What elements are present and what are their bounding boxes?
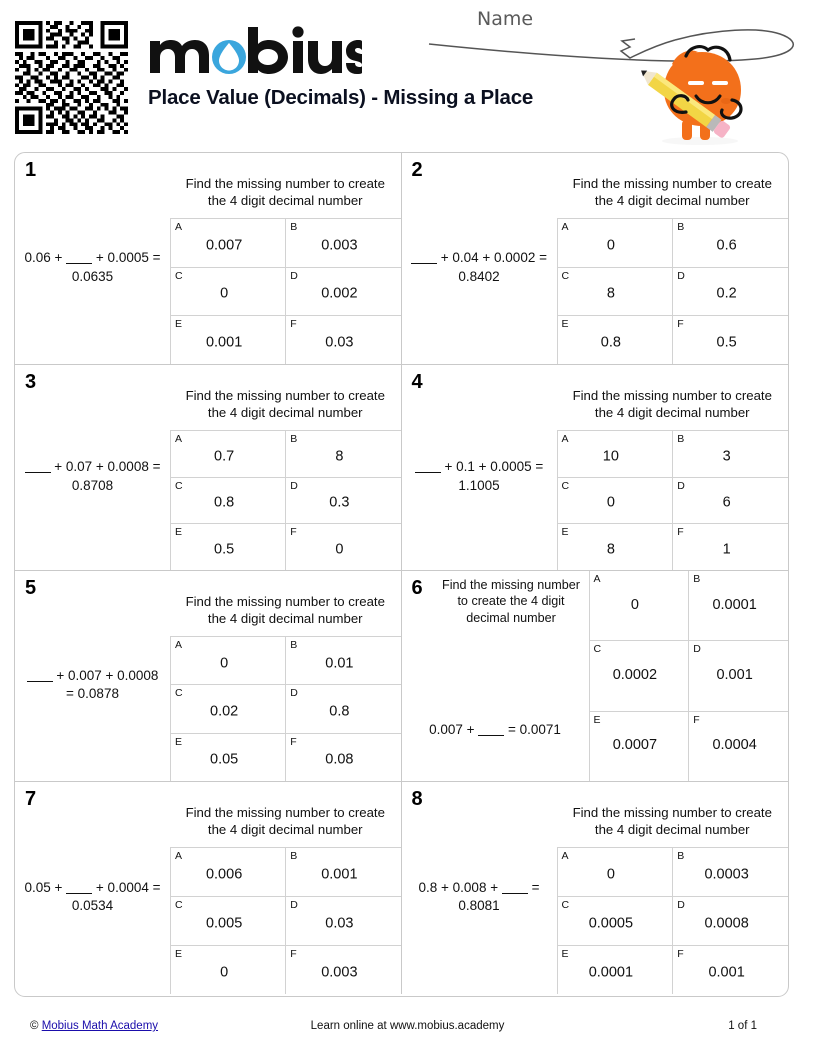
logo-o-droplet (212, 40, 246, 74)
page-header (0, 0, 815, 148)
options-row (171, 478, 401, 525)
option-cell-c[interactable] (558, 897, 674, 945)
option-cell-e[interactable] (171, 524, 286, 570)
option-cell-c[interactable] (171, 685, 286, 732)
answer-blank[interactable] (478, 735, 504, 736)
option-value: 10 (602, 448, 619, 465)
option-letter: F (290, 318, 297, 331)
option-cell-b[interactable] (286, 637, 400, 684)
option-value: 0.001 (205, 334, 243, 351)
option-value: 0.0005 (588, 915, 634, 932)
options-area (170, 571, 401, 781)
option-cell-c[interactable] (590, 641, 690, 710)
options-area (557, 153, 789, 364)
option-cell-e[interactable] (558, 946, 674, 994)
qr-code-icon (15, 21, 128, 134)
option-value: 0.2 (716, 285, 737, 302)
question-card-5 (15, 571, 402, 781)
option-value: 0.8 (214, 494, 235, 511)
answer-blank[interactable] (25, 472, 51, 473)
option-letter: C (175, 269, 183, 282)
question-prompt: Find the missing number to create the 4 digit decimal number (185, 594, 385, 627)
options-table (557, 430, 789, 570)
equation-text: + 0.1 + 0.0005 = 1.1005 (408, 458, 551, 494)
option-cell-d[interactable] (673, 478, 788, 524)
option-value: 0.001 (716, 667, 753, 684)
option-letter: C (175, 687, 183, 700)
options-row (171, 848, 401, 897)
option-letter: E (175, 735, 183, 748)
option-value: 0.03 (325, 334, 354, 351)
copyright-symbol: © (30, 1020, 39, 1032)
options-row (171, 897, 401, 946)
option-letter: B (290, 638, 298, 651)
question-number: 3 (25, 371, 37, 393)
options-row (558, 946, 789, 994)
option-letter: A (175, 220, 183, 233)
option-value: 0 (220, 285, 229, 302)
option-cell-a[interactable] (171, 219, 286, 267)
option-value: 0 (220, 654, 229, 671)
question-card-8 (402, 782, 789, 994)
option-cell-a[interactable] (558, 219, 674, 267)
option-cell-b[interactable] (286, 848, 400, 896)
options-table (557, 218, 789, 364)
option-value: 0 (335, 541, 344, 558)
option-value: 0.0002 (612, 667, 658, 684)
options-row (171, 268, 401, 317)
option-letter: C (175, 898, 183, 911)
option-cell-e[interactable] (171, 316, 286, 364)
option-cell-a[interactable] (171, 431, 286, 477)
option-letter: A (561, 432, 569, 445)
options-row (590, 571, 789, 641)
option-value: 0.0004 (712, 737, 757, 754)
option-letter: A (593, 573, 601, 585)
options-row (590, 641, 789, 711)
option-letter: D (677, 479, 685, 492)
option-value: 1 (722, 541, 731, 558)
option-value: 0 (630, 596, 639, 613)
option-letter: E (561, 318, 569, 331)
option-cell-a[interactable] (558, 431, 674, 477)
option-letter: B (693, 573, 701, 585)
option-cell-b[interactable] (673, 219, 788, 267)
option-cell-f[interactable] (286, 316, 400, 364)
option-value: 0.0008 (704, 915, 749, 932)
option-letter: E (561, 526, 569, 539)
option-cell-d[interactable] (286, 268, 400, 316)
options-row (558, 524, 789, 570)
question-number: 1 (25, 159, 37, 181)
question-number: 4 (411, 371, 423, 393)
option-cell-b[interactable] (673, 848, 788, 896)
question-number: 2 (411, 159, 423, 181)
question-prompt: Find the missing number to create the 4 digit decimal number (572, 388, 772, 421)
question-card-1 (15, 153, 402, 364)
option-letter: C (593, 643, 602, 656)
option-letter: A (561, 849, 569, 862)
answer-blank[interactable] (502, 893, 528, 894)
option-value: 0.003 (321, 964, 358, 981)
question-row (15, 571, 788, 782)
answer-blank[interactable] (27, 681, 53, 682)
options-row (558, 478, 789, 525)
equation-text: + 0.04 + 0.0002 = 0.8402 (408, 249, 551, 285)
option-value: 0.0003 (704, 866, 749, 883)
option-letter: A (561, 220, 569, 233)
option-cell-e[interactable] (558, 316, 674, 364)
options-table (557, 847, 789, 994)
question-prompt: Find the missing number to create the 4 digit decimal number (572, 805, 772, 838)
option-letter: E (561, 947, 569, 960)
option-cell-e[interactable] (171, 734, 286, 781)
option-cell-b[interactable] (286, 219, 400, 267)
option-value: 6 (722, 494, 731, 511)
options-table (170, 430, 401, 570)
option-cell-c[interactable] (171, 268, 286, 316)
equation-text: 0.8 + 0.008 + = 0.8081 (418, 879, 540, 913)
page-title: Place Value (Decimals) - Missing a Place (148, 86, 534, 109)
options-row (558, 219, 789, 268)
answer-blank[interactable] (411, 263, 437, 264)
option-cell-e[interactable] (558, 524, 674, 570)
option-value: 0.01 (325, 654, 354, 671)
option-letter: F (677, 947, 684, 960)
option-value: 0.08 (325, 751, 354, 768)
equation-text: + 0.07 + 0.0008 = 0.8708 (21, 458, 164, 494)
option-letter: E (175, 526, 183, 539)
option-letter: E (175, 318, 183, 331)
options-row (590, 712, 789, 781)
option-value: 0.03 (325, 915, 354, 932)
option-letter: B (290, 220, 298, 233)
option-value: 0.001 (708, 964, 745, 981)
options-row (558, 848, 789, 897)
options-row (171, 524, 401, 570)
footer-learn-online: Learn online at www.mobius.academy (310, 1020, 505, 1032)
options-table (170, 636, 401, 781)
questions-grid (14, 152, 789, 997)
option-value: 0 (606, 866, 615, 883)
question-prompt: Find the missing number to create the 4 digit decimal number (185, 805, 385, 838)
question-prompt: Find the missing number to create the 4 digit decimal number (185, 388, 385, 421)
option-cell-d[interactable] (689, 641, 788, 710)
options-row (171, 219, 401, 268)
option-letter: B (677, 849, 685, 862)
question-6-left (402, 571, 590, 781)
option-letter: F (290, 947, 297, 960)
option-value: 0.0007 (612, 737, 658, 754)
question-number: 7 (25, 788, 37, 810)
options-table (170, 218, 401, 364)
option-cell-d[interactable] (286, 478, 400, 524)
options-row (171, 685, 401, 733)
option-cell-b[interactable] (673, 431, 788, 477)
option-letter: E (175, 947, 183, 960)
option-value: 0 (220, 964, 229, 981)
option-value: 8 (606, 541, 615, 558)
question-number: 8 (411, 788, 423, 810)
option-cell-a[interactable] (558, 848, 674, 896)
option-letter: F (290, 526, 297, 539)
options-row (558, 316, 789, 364)
equation-text: 0.007 + = 0.0071 (429, 722, 561, 737)
footer-copyright-link[interactable]: Mobius Math Academy (41, 1020, 159, 1032)
option-value: 0.5 (214, 541, 235, 558)
option-letter: B (677, 432, 685, 445)
option-cell-c[interactable] (171, 478, 286, 524)
option-cell-a[interactable] (171, 848, 286, 896)
option-letter: A (175, 849, 183, 862)
page-footer (0, 1020, 815, 1044)
option-value: 0.007 (205, 237, 243, 254)
options-table (170, 847, 401, 994)
option-value: 0.0001 (712, 596, 757, 613)
equation-area (15, 365, 170, 570)
mascot-icon (608, 38, 768, 146)
question-number: 6 (411, 577, 423, 599)
options-table (590, 571, 789, 781)
option-letter: C (175, 479, 183, 492)
option-value: 0.001 (321, 866, 358, 883)
option-cell-d[interactable] (673, 268, 788, 316)
option-value: 3 (722, 448, 731, 465)
equation-text: 0.05 + + 0.0004 = 0.0534 (24, 879, 161, 913)
question-prompt: Find the missing number to create the 4 digit decimal number (442, 578, 580, 625)
options-row (558, 268, 789, 317)
option-letter: D (290, 479, 298, 492)
equation-area (402, 782, 557, 994)
option-value: 0.8 (600, 334, 621, 351)
question-card-7 (15, 782, 402, 994)
option-value: 0.003 (321, 237, 358, 254)
options-row (171, 431, 401, 478)
answer-blank[interactable] (66, 893, 92, 894)
option-value: 0 (606, 237, 615, 254)
question-card-6 (402, 571, 789, 781)
option-letter: D (290, 269, 298, 282)
footer-page-number: 1 of 1 (728, 1020, 757, 1032)
name-label: Name (477, 8, 534, 30)
option-value: 0.5 (716, 334, 737, 351)
option-cell-f[interactable] (689, 712, 788, 781)
equation-text: 0.06 + + 0.0005 = 0.0635 (24, 250, 161, 284)
option-letter: D (677, 898, 685, 911)
option-value: 0.0001 (588, 964, 634, 981)
option-cell-f[interactable] (286, 946, 400, 994)
option-letter: E (593, 713, 601, 726)
option-cell-d[interactable] (286, 685, 400, 732)
options-area (170, 782, 401, 994)
option-letter: A (175, 638, 183, 651)
option-cell-b[interactable] (286, 431, 400, 477)
option-cell-f[interactable] (673, 524, 788, 570)
answer-blank[interactable] (66, 263, 92, 264)
option-value: 8 (606, 285, 615, 302)
question-prompt: Find the missing number to create the 4 digit decimal number (185, 176, 385, 209)
option-value: 0.05 (210, 751, 239, 768)
option-letter: D (290, 687, 298, 700)
equation-area (15, 571, 170, 781)
option-cell-f[interactable] (673, 946, 788, 994)
option-value: 0.7 (214, 448, 235, 465)
option-letter: C (561, 898, 570, 911)
option-cell-d[interactable] (286, 897, 400, 945)
option-letter: F (290, 735, 297, 748)
option-value: 0.002 (321, 285, 358, 302)
options-row (171, 946, 401, 994)
question-number: 5 (25, 577, 37, 599)
option-cell-b[interactable] (689, 571, 788, 640)
option-value: 0.02 (210, 703, 239, 720)
option-cell-f[interactable] (286, 524, 400, 570)
options-row (171, 734, 401, 781)
option-value: 0.6 (716, 237, 737, 254)
option-letter: B (290, 432, 298, 445)
option-cell-d[interactable] (673, 897, 788, 945)
option-letter: C (561, 479, 570, 492)
option-letter: F (677, 526, 684, 539)
option-letter: D (693, 643, 701, 656)
answer-blank[interactable] (415, 472, 441, 473)
options-area (557, 365, 789, 570)
option-letter: D (677, 269, 685, 282)
options-area (170, 153, 401, 364)
option-cell-a[interactable] (590, 571, 690, 640)
question-row (15, 365, 788, 571)
option-cell-c[interactable] (171, 897, 286, 945)
option-letter: F (677, 318, 684, 331)
equation-area (402, 365, 557, 570)
option-letter: D (290, 898, 298, 911)
option-letter: C (561, 269, 570, 282)
option-cell-e[interactable] (590, 712, 690, 781)
options-row (171, 316, 401, 364)
question-card-4 (402, 365, 789, 570)
options-row (558, 897, 789, 946)
option-letter: B (290, 849, 298, 862)
option-cell-c[interactable] (558, 478, 674, 524)
option-cell-c[interactable] (558, 268, 674, 316)
option-value: 0.005 (205, 915, 243, 932)
mobius-logo-icon (148, 25, 362, 75)
question-card-3 (15, 365, 402, 570)
equation-area (15, 782, 170, 994)
option-value: 0.3 (329, 494, 350, 511)
question-row (15, 782, 788, 994)
option-letter: B (677, 220, 685, 233)
equation-area (402, 153, 557, 364)
equation-text: + 0.007 + 0.0008 = 0.0878 (21, 667, 164, 703)
option-value: 0 (606, 494, 615, 511)
option-cell-e[interactable] (171, 946, 286, 994)
options-row (171, 637, 401, 685)
equation-area (15, 153, 170, 364)
options-area (170, 365, 401, 570)
option-cell-f[interactable] (673, 316, 788, 364)
option-value: 0.006 (205, 866, 243, 883)
option-cell-a[interactable] (171, 637, 286, 684)
option-value: 8 (335, 448, 344, 465)
question-card-2 (402, 153, 789, 364)
option-letter: F (693, 713, 700, 726)
option-letter: A (175, 432, 183, 445)
question-prompt: Find the missing number to create the 4 digit decimal number (572, 176, 772, 209)
option-value: 0.8 (329, 703, 350, 720)
options-row (558, 431, 789, 478)
option-cell-f[interactable] (286, 734, 400, 781)
question-row (15, 153, 788, 365)
options-area (557, 782, 789, 994)
